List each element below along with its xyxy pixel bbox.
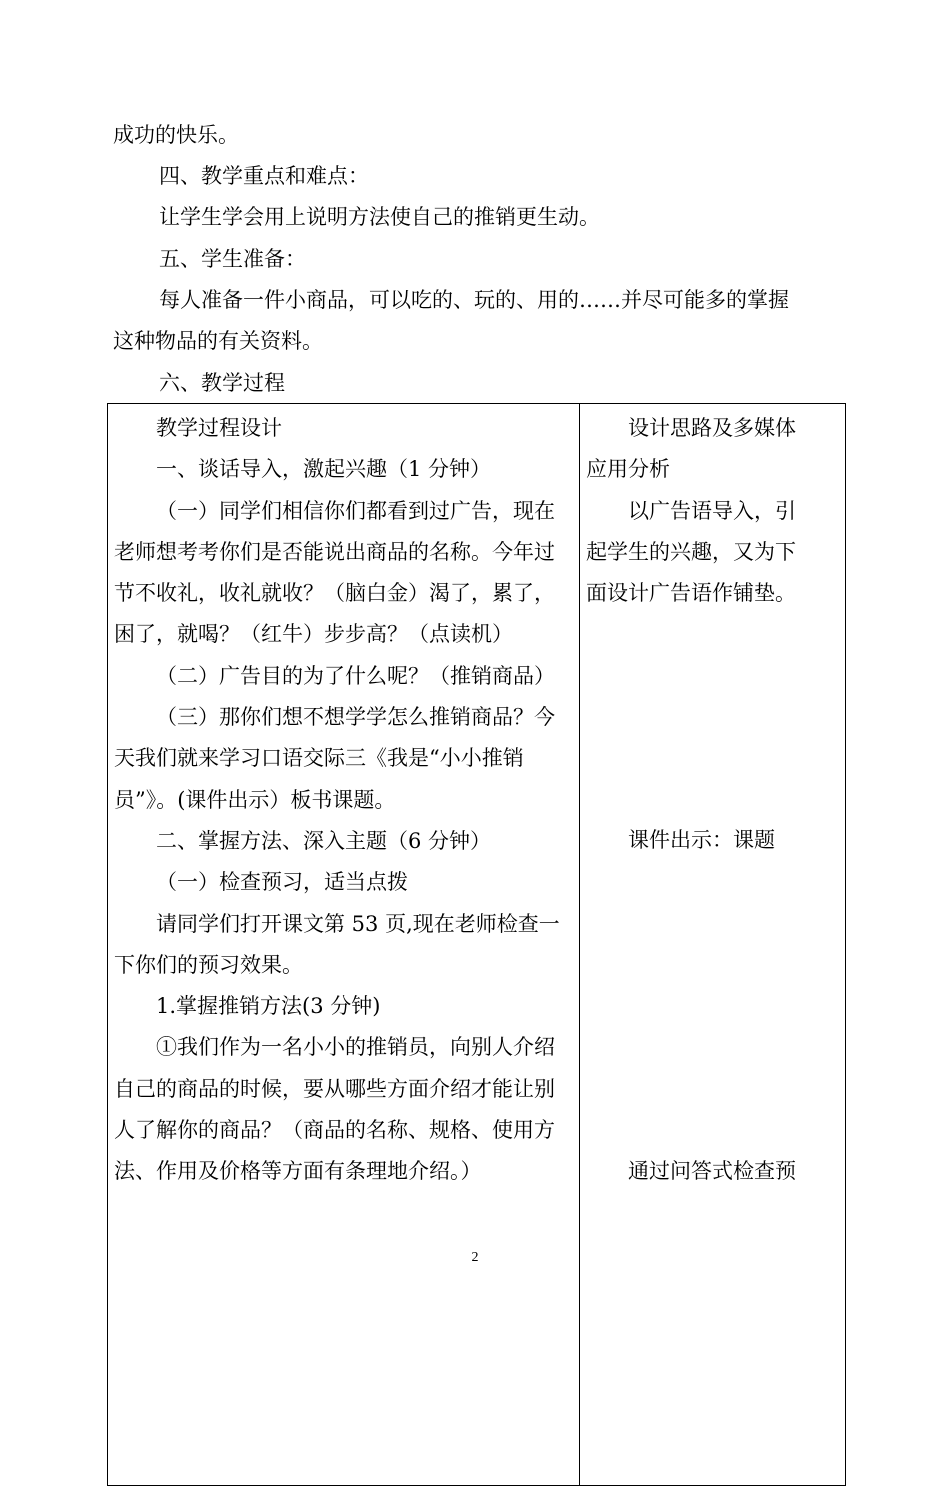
design-line: （一）检查预习，适当点拨 bbox=[156, 870, 408, 895]
design-line: 困了，就喝？（红牛）步步高？（点读机） bbox=[114, 622, 513, 647]
design-line: 法、作用及价格等方面有条理地介绍。） bbox=[114, 1159, 482, 1184]
analysis-line: 面设计广告语作铺垫。 bbox=[586, 581, 796, 606]
design-line: 天我们就来学习口语交际三《我是“小小推销 bbox=[114, 746, 524, 771]
student-prep-line-1: 每人准备一件小商品，可以吃的、玩的、用的……并尽可能多的掌握 bbox=[159, 288, 789, 312]
key-points-text: 让学生学会用上说明方法使自己的推销更生动。 bbox=[159, 205, 600, 229]
analysis-line: 课件出示：课题 bbox=[628, 828, 775, 853]
section-2-title: 二、掌握方法、深入主题（6 分钟） bbox=[156, 828, 492, 853]
col-header-analysis-cont: 应用分析 bbox=[586, 457, 670, 482]
analysis-line: 起学生的兴趣，又为下 bbox=[586, 539, 796, 564]
heading-key-points: 四、教学重点和难点： bbox=[159, 164, 369, 188]
page-number: 2 bbox=[471, 1250, 479, 1265]
design-line: （三）那你们想不想学学怎么推销商品？今 bbox=[156, 705, 555, 730]
design-line: 下你们的预习效果。 bbox=[114, 952, 303, 977]
design-line: ①我们作为一名小小的推销员，向别人介绍 bbox=[156, 1035, 555, 1060]
teaching-process-table bbox=[107, 403, 846, 1486]
col-header-analysis: 设计思路及多媒体 bbox=[628, 416, 796, 440]
design-line: 节不收礼，收礼就收？（脑白金）渴了，累了， bbox=[114, 581, 555, 606]
col-header-design: 教学过程设计 bbox=[156, 416, 282, 440]
heading-student-prep: 五、学生准备： bbox=[159, 247, 306, 271]
design-line: 人了解你的商品？（商品的名称、规格、使用方 bbox=[114, 1118, 555, 1143]
design-line: （一）同学们相信你们都看到过广告，现在 bbox=[156, 498, 555, 523]
analysis-cell bbox=[580, 404, 846, 1486]
design-line: 1.掌握推销方法(3 分钟) bbox=[156, 994, 381, 1019]
process-design-cell bbox=[108, 404, 580, 1486]
intro-line-0: 成功的快乐。 bbox=[113, 123, 239, 147]
design-line: 员”》。(课件出示）板书课题。 bbox=[114, 787, 396, 812]
design-line: 自己的商品的时候，要从哪些方面介绍才能让别 bbox=[114, 1076, 555, 1101]
analysis-line: 以广告语导入，引 bbox=[628, 498, 796, 523]
analysis-line: 通过问答式检查预 bbox=[628, 1158, 796, 1183]
design-line: 请同学们打开课文第 53 页,现在老师检查一 bbox=[156, 911, 560, 936]
design-line: （二）广告目的为了什么呢？（推销商品） bbox=[156, 663, 555, 688]
section-1-title: 一、谈话导入，激起兴趣（1 分钟） bbox=[156, 457, 492, 482]
student-prep-line-2: 这种物品的有关资料。 bbox=[113, 329, 323, 353]
design-line: 老师想考考你们是否能说出商品的名称。今年过 bbox=[114, 539, 555, 564]
heading-process: 六、教学过程 bbox=[159, 371, 285, 395]
